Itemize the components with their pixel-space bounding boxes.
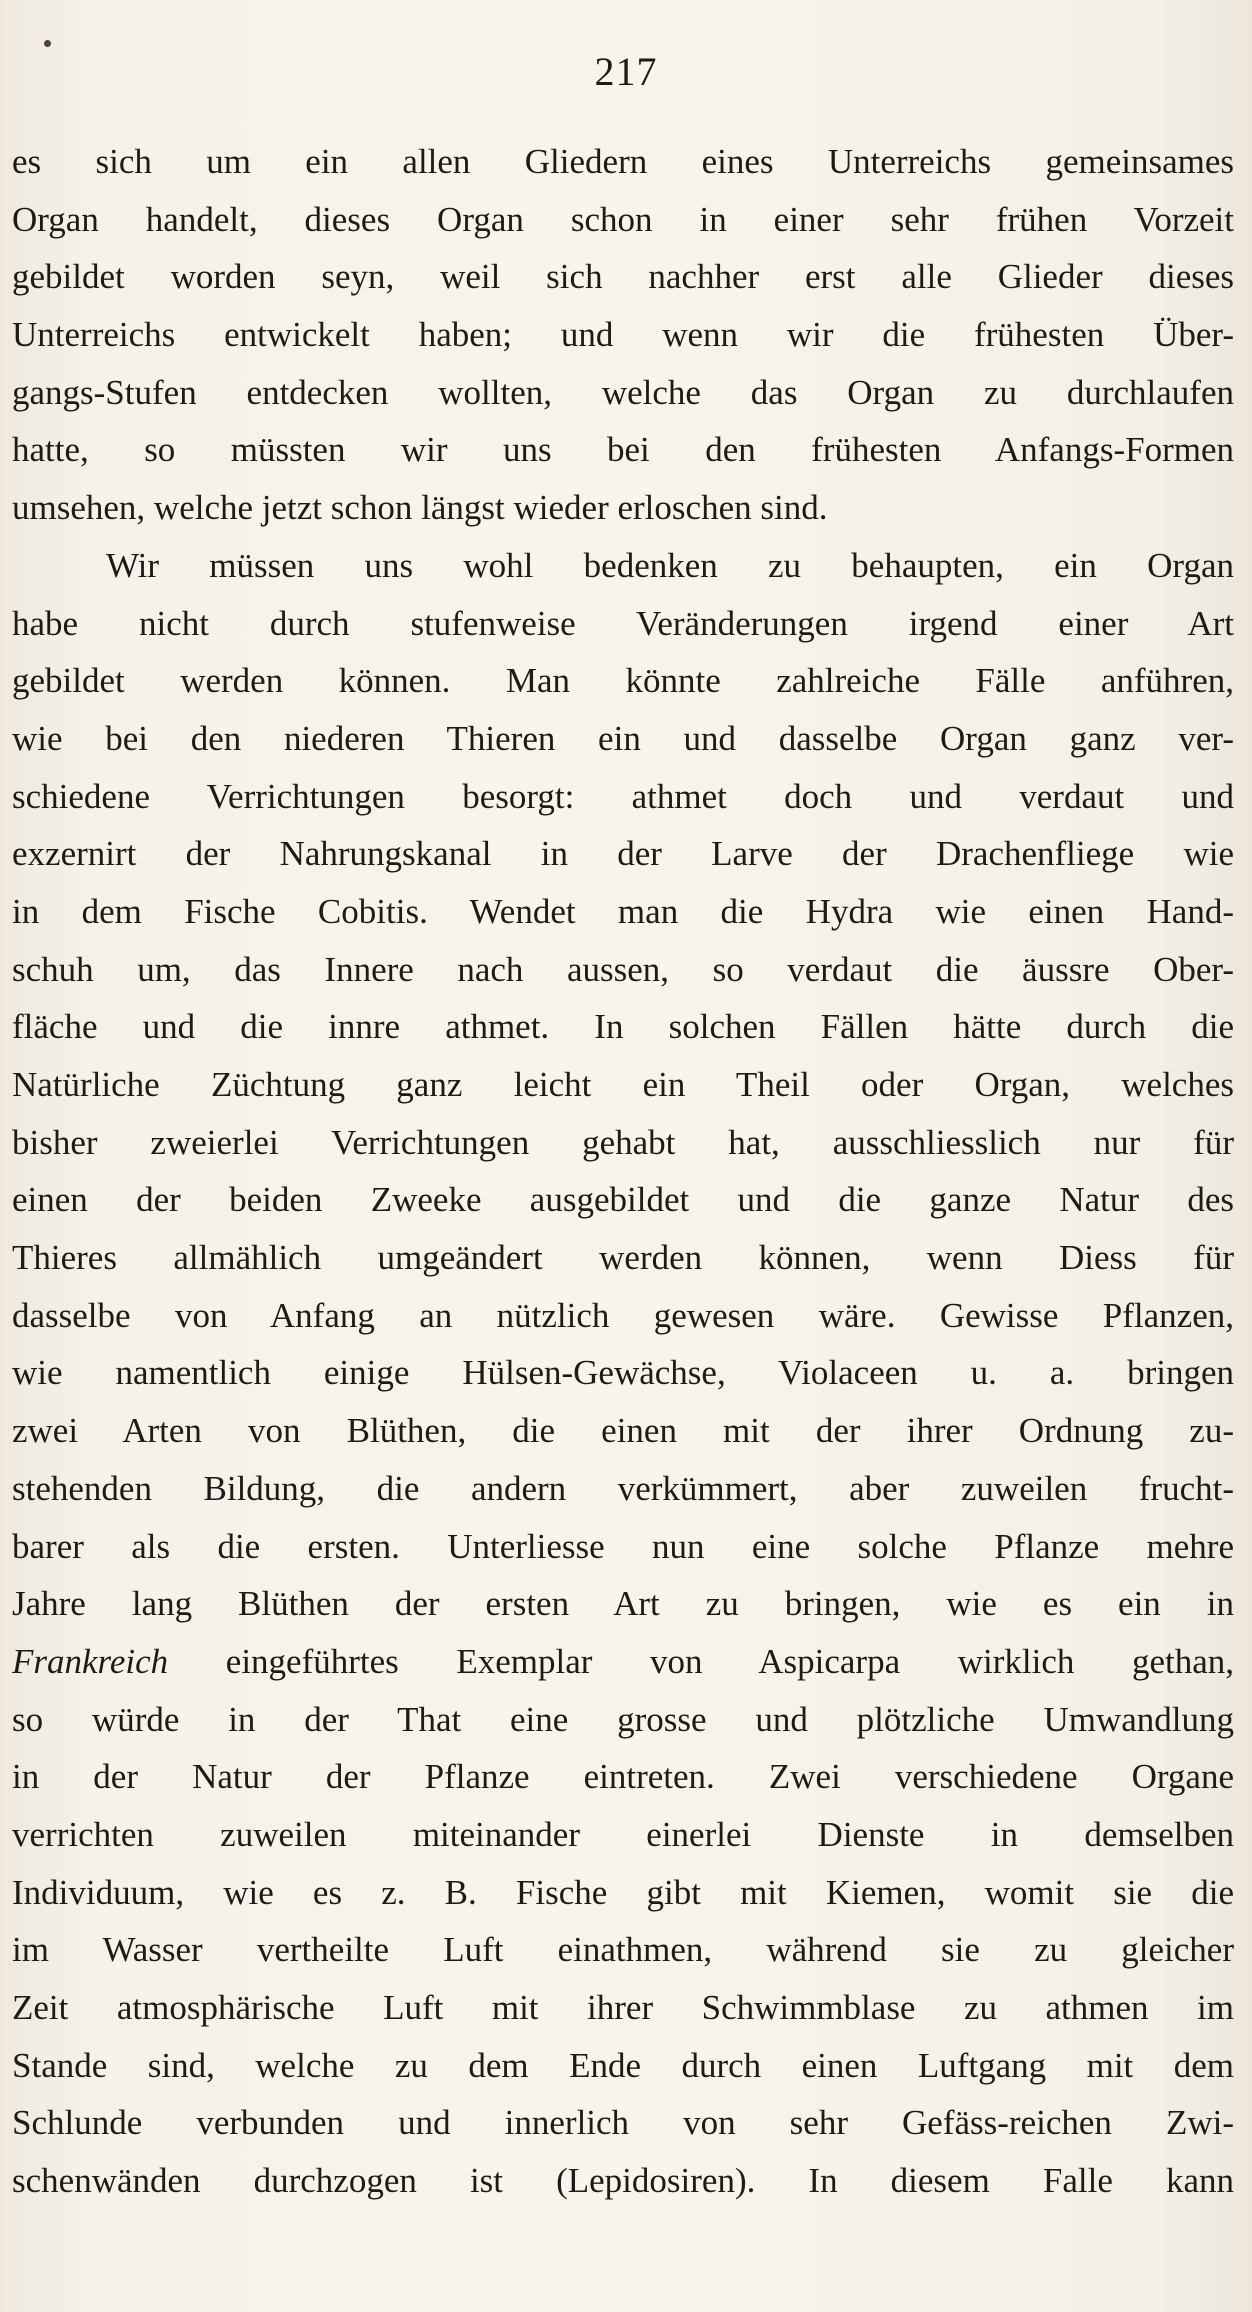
italic-place-name: Frankreich [12,1641,169,1681]
text-line: es sich um ein allen Gliedern eines Unterreichs gemeinsames [12,142,1234,181]
text-line: schuh um, das Innere nach aussen, so verdaut die äussre Ober- [12,949,1234,989]
text-line: exzernirt der Nahrungskanal in der Larve der Drachenfliege wie [12,834,1234,874]
text-line: Natürliche Züchtung ganz leicht ein Theil oder Organ, welches [12,1065,1234,1104]
text-line: Unterreichs entwickelt haben; und wenn wir die frühesten Über- [12,315,1234,355]
text-line: schenwänden durchzogen ist (Lepidosiren). In diesem Falle kann [12,2161,1234,2201]
text-line: fläche und die innre athmet. In solchen Fällen hätte durch die [12,1007,1234,1047]
text-line-with-italic [12,1633,1234,1691]
text-line: umsehen, welche jetzt schon längst wieder erloschen sind. [12,488,828,528]
text-line: Jahre lang Blüthen der ersten Art zu bringen, wie es ein in [12,1584,1234,1624]
text-line: hatte, so müssten wir uns bei den frühesten Anfangs-Formen [12,430,1234,470]
text-line: habe nicht durch stufenweise Veränderungen irgend einer Art [12,603,1234,643]
text-line: so würde in der That eine grosse und plötzliche Umwandlung [12,1699,1234,1739]
text-line: dasselbe von Anfang an nützlich gewesen wäre. Gewisse Pflanzen, [12,1295,1234,1335]
text-line: schiedene Verrichtungen besorgt: athmet doch und verdaut und [12,776,1234,816]
text-fragment: eingeführtes Exemplar von Aspicarpa wirklich gethan, [225,1641,1234,1681]
text-line: gangs-Stufen entdecken wollten, welche das Organ zu durchlaufen [12,372,1234,412]
text-line: Individuum, wie es z. B. Fische gibt mit Kiemen, womit sie die [12,1872,1234,1912]
text-line: bisher zweierlei Verrichtungen gehabt hat, ausschliesslich nur für [12,1122,1234,1162]
body-text [12,133,1234,2210]
text-line: Organ handelt, dieses Organ schon in einer sehr frühen Vorzeit [12,199,1234,239]
text-line: wie bei den niederen Thieren ein und dasselbe Organ ganz ver- [12,718,1234,758]
text-line: gebildet werden können. Man könnte zahlreiche Fälle anführen, [12,661,1234,701]
text-line: einen der beiden Zweeke ausgebildet und die ganze Natur des [12,1180,1234,1220]
text-line: verrichten zuweilen miteinander einerlei Dienste in demselben [12,1814,1234,1854]
text-line: barer als die ersten. Unterliesse nun eine solche Pflanze mehre [12,1526,1234,1566]
text-line: Stande sind, welche zu dem Ende durch einen Luftgang mit dem [12,2045,1234,2085]
text-line: gebildet worden seyn, weil sich nachher erst alle Glieder dieses [12,257,1234,297]
text-line: im Wasser vertheilte Luft einathmen, während sie zu gleicher [12,1930,1234,1970]
paragraph-start-line: Wir müssen uns wohl bedenken zu behaupten, ein Organ [106,545,1234,585]
ink-speck [44,40,51,47]
text-line: in dem Fische Cobitis. Wendet man die Hydra wie einen Hand- [12,891,1234,931]
text-line: in der Natur der Pflanze eintreten. Zwei verschiedene Organe [12,1757,1234,1797]
page-number: 217 [594,49,658,94]
text-line: Zeit atmosphärische Luft mit ihrer Schwimmblase zu athmen im [12,1988,1234,2027]
text-line: wie namentlich einige Hülsen-Gewächse, Violaceen u. a. bringen [12,1353,1234,1393]
text-line: zwei Arten von Blüthen, die einen mit der ihrer Ordnung zu- [12,1411,1234,1451]
text-line: stehenden Bildung, die andern verkümmert, aber zuweilen frucht- [12,1468,1234,1508]
text-line: Thieres allmählich umgeändert werden können, wenn Diess für [12,1238,1234,1278]
text-line: Schlunde verbunden und innerlich von sehr Gefäss-reichen Zwi- [12,2103,1234,2143]
